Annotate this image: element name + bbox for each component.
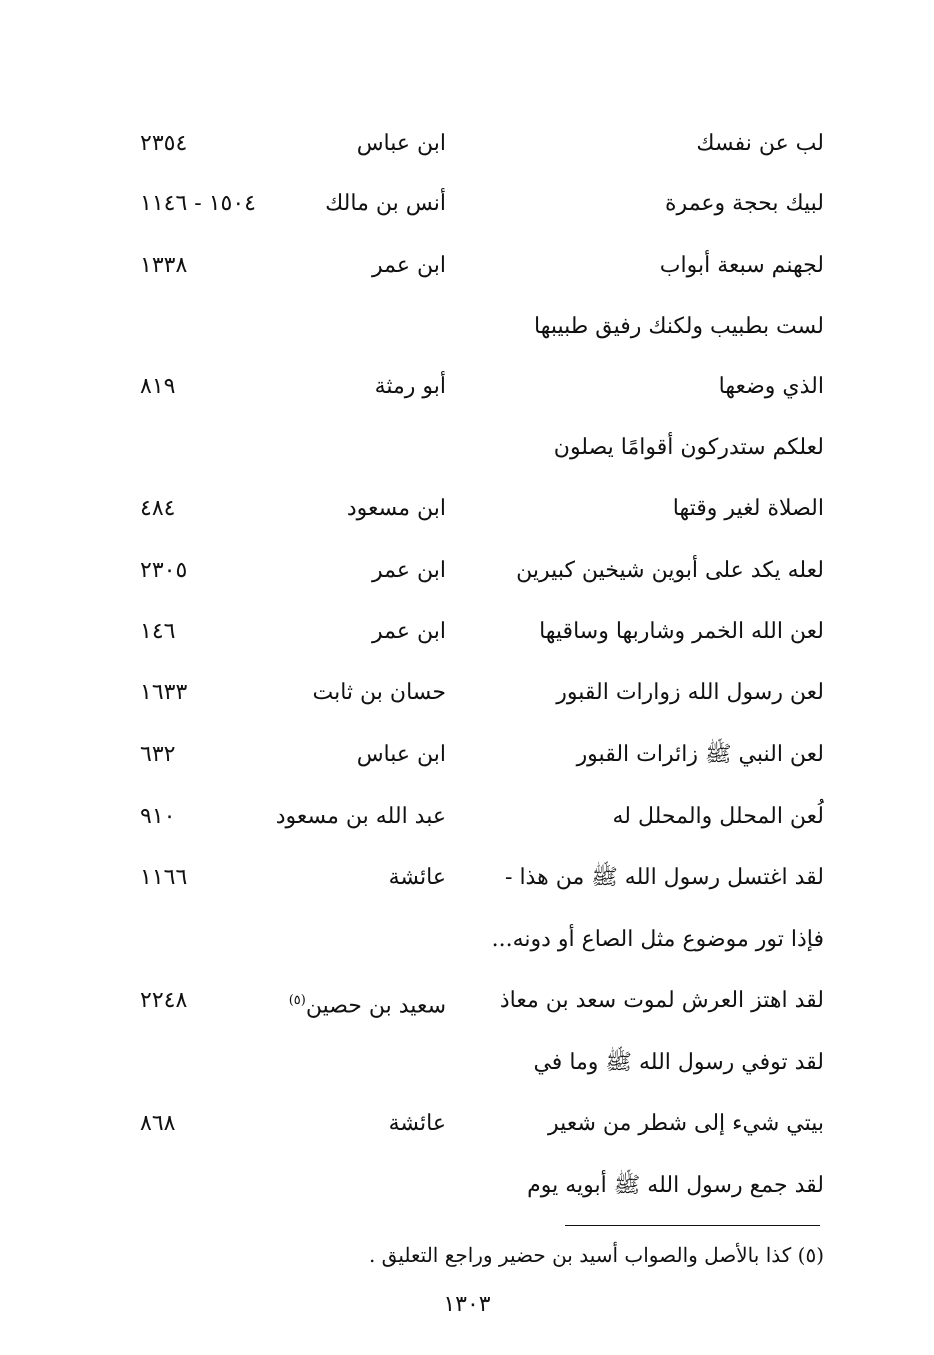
footnote: (٥) كذا بالأصل والصواب أسيد بن حضير وراجع التعليق . (368, 1243, 824, 1267)
page-number: ١٣٠٣ (443, 1292, 491, 1317)
hadith-text: لست بطبيب ولكنك رفيق طبيبها (533, 314, 824, 339)
reference-number: ١١٦٦ (140, 865, 188, 890)
reference-number: ٨٦٨ (140, 1111, 176, 1136)
index-entry (0, 1104, 934, 1144)
narrator: ابن عباس (356, 131, 446, 156)
hadith-text: بيتي شيء إلى شطر من شعير (548, 1111, 824, 1136)
index-entry (0, 673, 934, 713)
reference-number: ١٤٦ (140, 619, 176, 644)
narrator: ابن عمر (372, 558, 446, 583)
index-entry (0, 858, 934, 898)
index-entry (0, 184, 934, 224)
reference-number: ٢٣٥٤ (140, 131, 188, 156)
hadith-text: لقد توفي رسول الله ﷺ وما في (533, 1050, 824, 1075)
index-entry (0, 551, 934, 591)
reference-number: ٢٣٠٥ (140, 558, 188, 583)
hadith-text: لعله يكد على أبوين شيخين كبيرين (516, 558, 824, 583)
index-entry (0, 489, 934, 529)
narrator: عائشة (388, 865, 446, 890)
reference-number: ٢٢٤٨ (140, 988, 188, 1013)
hadith-text: الذي وضعها (718, 374, 824, 399)
index-entry (0, 797, 934, 837)
narrator: ابن مسعود (346, 496, 446, 521)
hadith-text: لعن الله الخمر وشاربها وساقيها (539, 619, 824, 644)
reference-number: ٨١٩ (140, 374, 176, 399)
narrator-name: سعيد بن حصين (305, 993, 446, 1019)
hadith-text: لقد اهتز العرش لموت سعد بن معاذ (499, 988, 824, 1013)
narrator: ابن عمر (372, 253, 446, 278)
narrator: ابن عمر (372, 619, 446, 644)
hadith-text: الصلاة لغير وقتها (672, 496, 824, 521)
hadith-text: لجهنم سبعة أبواب (659, 253, 824, 278)
hadith-text: لُعن المحلل والمحلل له (612, 804, 824, 829)
index-entry (0, 920, 934, 960)
index-entry (0, 246, 934, 286)
reference-number: ٤٨٤ (140, 496, 176, 521)
hadith-text: لعن رسول الله زوارات القبور (556, 680, 824, 705)
index-entry (0, 367, 934, 407)
narrator (289, 981, 446, 1026)
narrator: حسان بن ثابت (312, 680, 446, 705)
hadith-text: لقد جمع رسول الله ﷺ أبويه يوم (527, 1173, 824, 1198)
reference-number: ١٣٣٨ (140, 253, 188, 278)
hadith-text: لب عن نفسك (696, 131, 824, 156)
hadith-text: لعلكم ستدركون أقوامًا يصلون (553, 435, 824, 460)
reference-number: ١٦٣٣ (140, 680, 188, 705)
index-entry (0, 981, 934, 1021)
index-entry (0, 1166, 934, 1206)
reference-number: ٩١٠ (140, 804, 176, 829)
narrator: ابن عباس (356, 742, 446, 767)
narrator: عبد الله بن مسعود (275, 804, 446, 829)
hadith-text: لقد اغتسل رسول الله ﷺ من هذا - (505, 865, 824, 890)
hadith-text: لبيك بحجة وعمرة (665, 191, 824, 216)
hadith-text: فإذا تور موضوع مثل الصاع أو دونه... (491, 927, 824, 952)
index-entry (0, 307, 934, 347)
index-entry (0, 428, 934, 468)
narrator: أنس بن مالك (325, 191, 446, 216)
reference-number: ١٥٠٤ - ١١٤٦ (140, 191, 256, 216)
narrator: عائشة (388, 1111, 446, 1136)
index-entry (0, 124, 934, 164)
index-entry (0, 612, 934, 652)
hadith-text: لعن النبي ﷺ زائرات القبور (576, 742, 824, 767)
index-entry (0, 735, 934, 775)
index-entry (0, 1043, 934, 1083)
footnote-divider (565, 1225, 820, 1226)
reference-number: ٦٣٢ (140, 742, 176, 767)
narrator: أبو رمثة (374, 374, 446, 399)
footnote-marker: (٥) (288, 993, 306, 1008)
